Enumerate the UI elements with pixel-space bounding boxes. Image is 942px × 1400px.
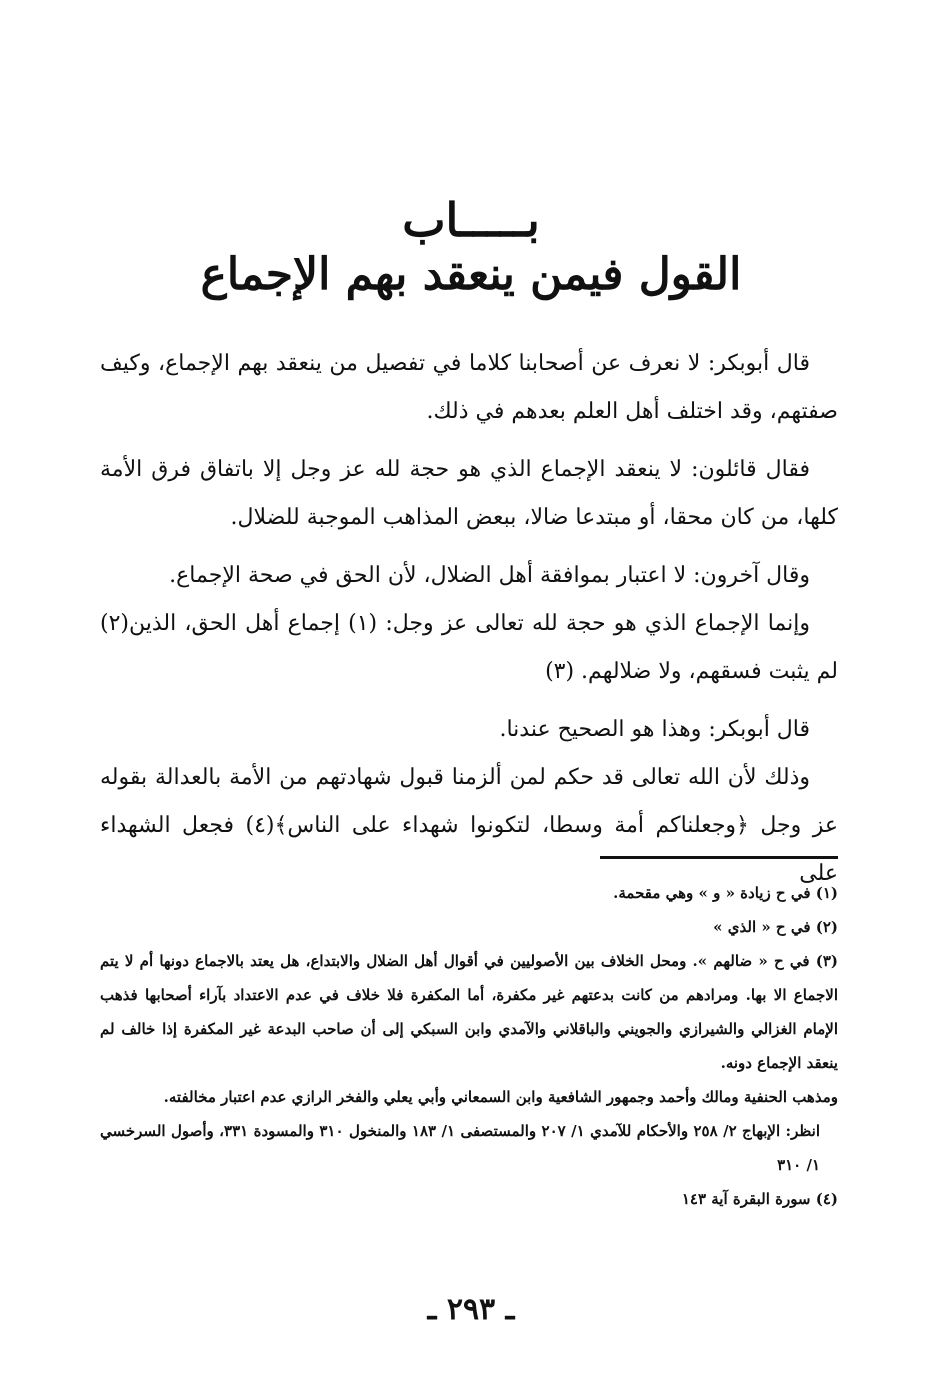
paragraph-1-text: قال أبوبكر: لا نعرف عن أصحابنا كلاما في تفصيل من ينعقد بهم الإجماع، وكيف صفتهم، وقد اختلف أهل العلم بعدهم في ذلك. xyxy=(100,351,838,424)
paragraph-1 xyxy=(100,340,838,436)
footnote-3-references: انظر: الإبهاج ٢/ ٢٥٨ والأحكام للآمدي ١/ ٢٠٧ والمستصفى ١/ ١٨٣ والمنخول ٣١٠ والمسودة ٣٣١، وأصول السرخسي ١/ ٣١٠ xyxy=(100,1122,821,1174)
footnote-3: (٣) في ح « ضالهم ». ومحل الخلاف بين الأصوليين في أقوال أهل الضلال والابتداع، هل يعتد بالاجماع دونها أم لا يتم الاجماع الا بها. ومرادهم من كانت بدعتهم غير مكفرة، أما المكفرة فلا خلاف في عدم الاعتداد بآراء أصحابها فذهب الإمام الغزالي والشيرازي والجويني والباقلاني والآمدي وابن السبكي إلى أن صاحب البدعة غير المكفرة إذا خالف لم ينعقد الإجماع دونه. xyxy=(100,952,838,1072)
footnote-1: (١) في ح زيادة « و » وهي مقحمة. xyxy=(613,884,838,902)
page-number: ـ ٢٩٣ ـ xyxy=(427,1292,515,1327)
paragraph-4-text: وإنما الإجماع الذي هو حجة لله تعالى عز وجل: (١) إجماع أهل الحق، الذين(٢) لم يثبت فسقهم، ولا ضلالهم. (٣) xyxy=(100,611,838,684)
paragraph-5 xyxy=(100,706,838,754)
paragraph-3-text: وقال آخرون: لا اعتبار بموافقة أهل الضلال، لأن الحق في صحة الإجماع. xyxy=(169,563,810,588)
paragraph-2-text: فقال قائلون: لا ينعقد الإجماع الذي هو حجة لله عز وجل إلا باتفاق فرق الأمة كلها، من كان محقا، أو مبتدعا ضالا، ببعض المذاهب الموجبة للضلال. xyxy=(100,457,838,530)
paragraph-3 xyxy=(100,552,838,600)
paragraph-6-text: وذلك لأن الله تعالى قد حكم لمن ألزمنا قبول شهادتهم من الأمة بالعدالة بقوله عز وجل ﴿وجعلناكم أمة وسطا، لتكونوا شهداء على الناس﴾(٤) فجعل الشهداء على xyxy=(100,765,839,886)
footnote-separator xyxy=(600,856,838,859)
footnotes xyxy=(100,876,838,1216)
footnote-2: (٢) في ح « الذي » xyxy=(713,918,838,936)
footnote-3-continuation: ومذهب الحنفية ومالك وأحمد وجمهور الشافعية وابن السمعاني وأبي يعلي والفخر الرازي عدم اعتبار مخالفته. xyxy=(163,1088,838,1106)
chapter-heading-word: بـــــاب xyxy=(402,193,540,247)
chapter-title: القول فيمن ينعقد بهم الإجماع xyxy=(200,249,742,300)
main-text xyxy=(100,340,838,898)
footnote-4: (٤) سورة البقرة آية ١٤٣ xyxy=(681,1190,838,1208)
paragraph-4 xyxy=(100,600,838,696)
paragraph-5-text: قال أبوبكر: وهذا هو الصحيح عندنا. xyxy=(499,717,810,742)
paragraph-2 xyxy=(100,446,838,542)
